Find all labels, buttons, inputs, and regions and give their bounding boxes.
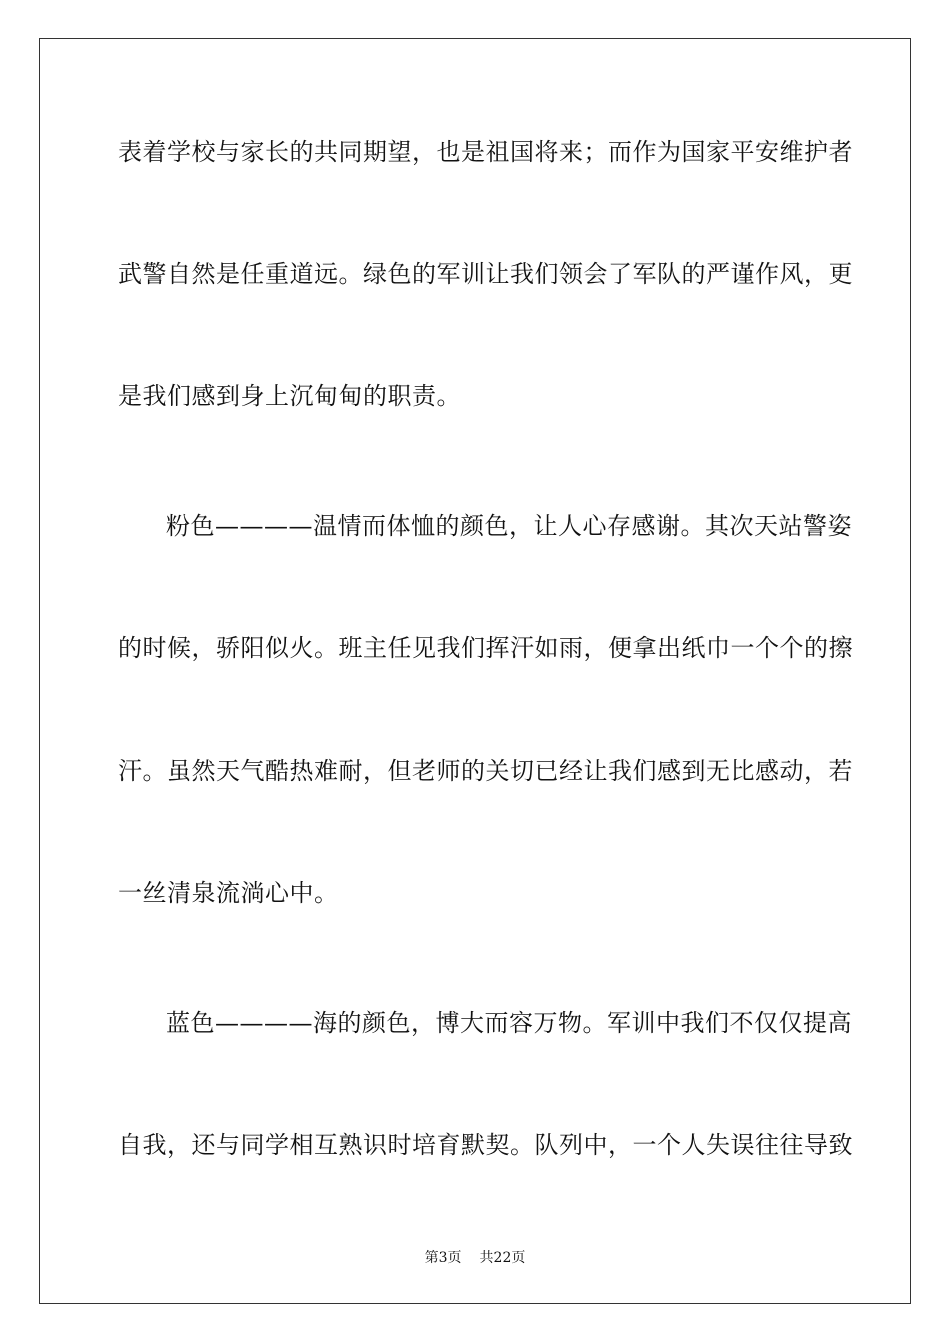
- paragraph-start-line: 蓝色————海的颜色，博大而容万物。军训中我们不仅仅提高: [166, 1009, 852, 1037]
- text-line: 是我们感到身上沉甸甸的职责。: [118, 382, 461, 410]
- text-line: 表着学校与家长的共同期望，也是祖国将来；而作为国家平安维护者: [118, 138, 853, 166]
- page-frame: [39, 38, 911, 1304]
- page-total: 共22页: [479, 1250, 526, 1266]
- text-line: 武警自然是任重道远。绿色的军训让我们领会了军队的严谨作风，更: [118, 260, 853, 288]
- text-line: 汗。虽然天气酷热难耐，但老师的关切已经让我们感到无比感动，若: [118, 757, 853, 785]
- text-line: 一丝清泉流淌心中。: [118, 879, 339, 907]
- page-footer: [0, 1248, 950, 1268]
- paragraph-start-line: 粉色————温情而体恤的颜色，让人心存感谢。其次天站警姿: [166, 512, 852, 540]
- text-line: 自我，还与同学相互熟识时培育默契。队列中，一个人失误往往导致: [118, 1131, 853, 1159]
- page-number: 第3页: [424, 1250, 462, 1266]
- text-line: 的时候，骄阳似火。班主任见我们挥汗如雨，便拿出纸巾一个个的擦: [118, 634, 853, 662]
